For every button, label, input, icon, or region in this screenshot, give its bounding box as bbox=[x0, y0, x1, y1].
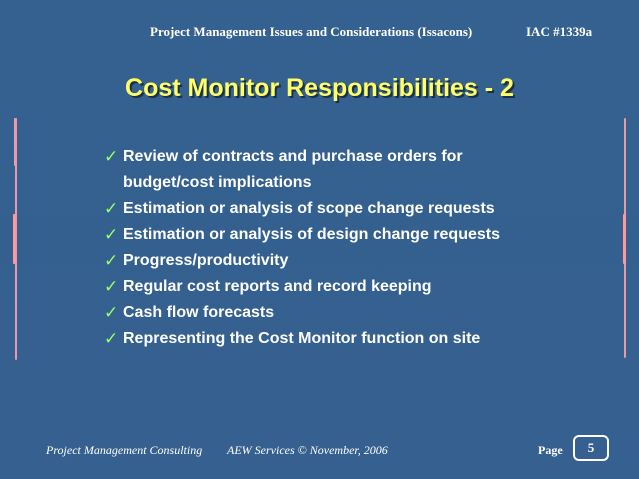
bullet-line: Regular cost reports and record keeping bbox=[123, 278, 432, 295]
footer-company: Project Management Consulting bbox=[46, 443, 203, 457]
bullet-line: budget/cost implications bbox=[123, 174, 312, 191]
left-accent-bar-mid bbox=[13, 214, 16, 264]
bullet-item bbox=[104, 274, 500, 300]
page-number-box: 5 bbox=[573, 435, 609, 461]
right-accent-bar-mid bbox=[623, 214, 626, 264]
bullet-text bbox=[123, 300, 274, 326]
bullet-text bbox=[123, 144, 463, 196]
bullet-line: Representing the Cost Monitor function on site bbox=[123, 330, 481, 347]
bullet-item bbox=[104, 248, 500, 274]
bullet-item bbox=[104, 196, 500, 222]
header-title: Project Management Issues and Considerations (Issacons) bbox=[150, 24, 473, 39]
bullet-list bbox=[104, 144, 500, 352]
check-icon: ✓ bbox=[104, 277, 119, 297]
bullet-item bbox=[104, 144, 500, 196]
bullet-text bbox=[123, 274, 432, 300]
check-icon: ✓ bbox=[104, 329, 119, 349]
bullet-line: Estimation or analysis of scope change requests bbox=[123, 200, 495, 217]
bullet-line: Estimation or analysis of design change requests bbox=[123, 226, 500, 243]
bullet-text bbox=[123, 248, 288, 274]
bullet-line: Review of contracts and purchase orders for bbox=[123, 148, 463, 165]
bullet-line: Progress/productivity bbox=[123, 252, 289, 269]
check-icon: ✓ bbox=[104, 303, 119, 323]
slide-title: Cost Monitor Responsibilities - 2 bbox=[125, 74, 514, 102]
bullet-text bbox=[123, 326, 480, 352]
bullet-item bbox=[104, 222, 500, 248]
header-id: IAC #1339a bbox=[526, 24, 593, 39]
footer-copyright: AEW Services © November, 2006 bbox=[227, 443, 388, 457]
check-icon: ✓ bbox=[104, 147, 119, 167]
footer-page-label: Page bbox=[538, 443, 563, 457]
bullet-text bbox=[123, 196, 495, 222]
check-icon: ✓ bbox=[104, 225, 119, 245]
bullet-item bbox=[104, 326, 500, 352]
bullet-text bbox=[123, 222, 500, 248]
check-icon: ✓ bbox=[104, 199, 119, 219]
bullet-line: Cash flow forecasts bbox=[123, 304, 275, 321]
check-icon: ✓ bbox=[104, 251, 119, 271]
bullet-item bbox=[104, 300, 500, 326]
